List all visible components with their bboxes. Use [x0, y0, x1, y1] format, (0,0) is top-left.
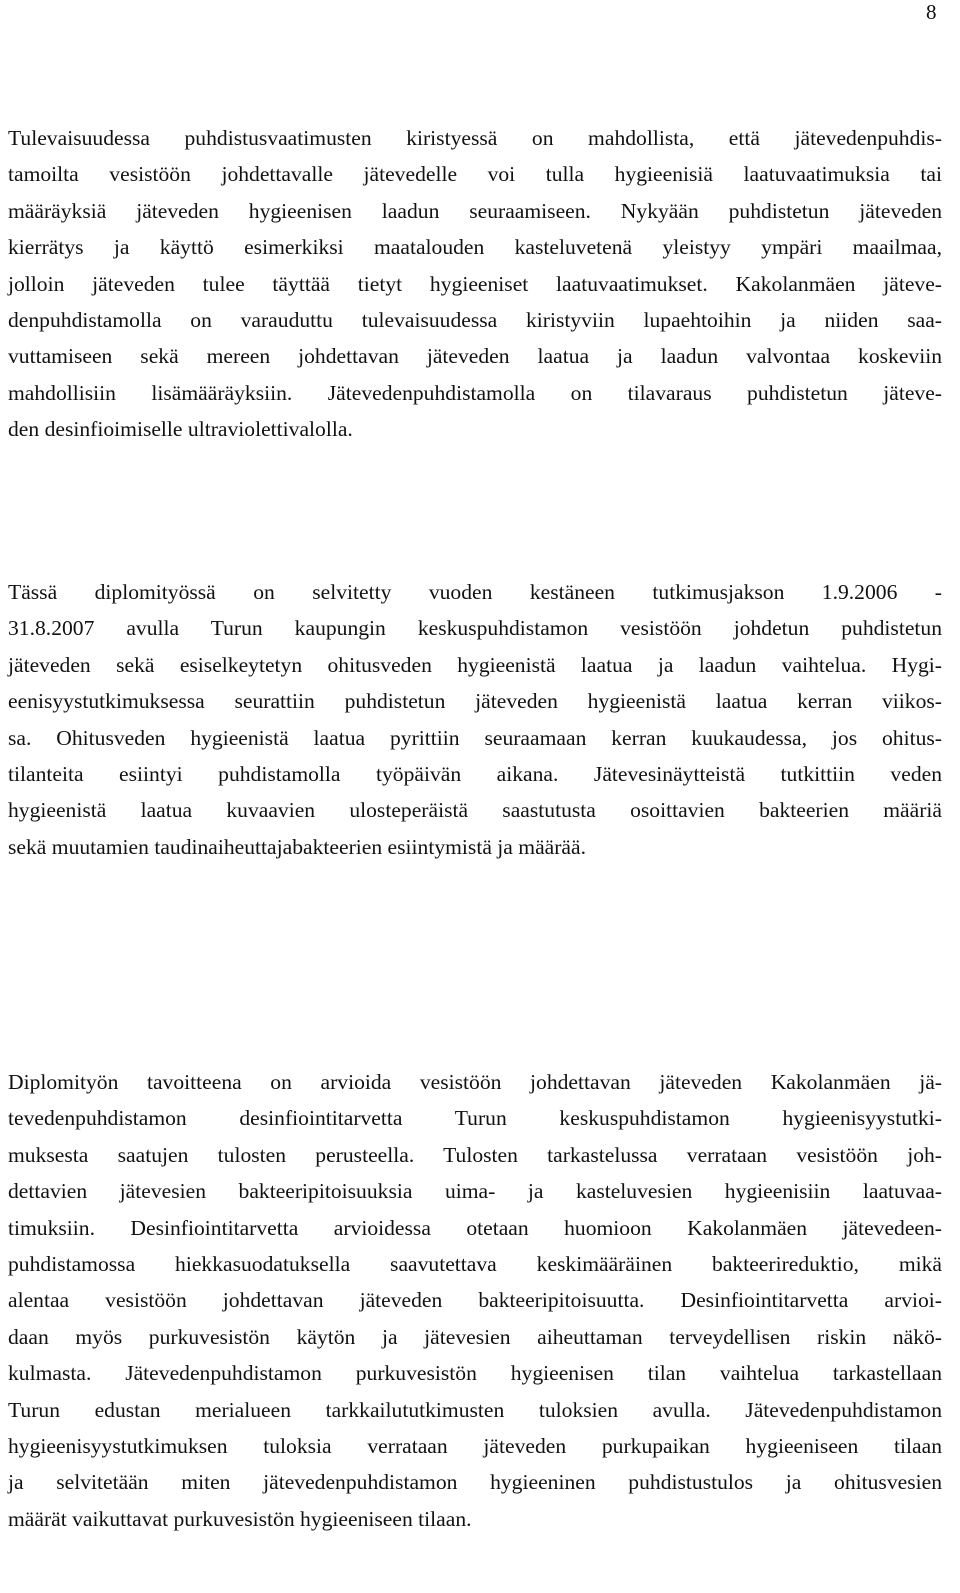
paragraph-2-line: Tässä diplomityössä on selvitetty vuoden kestäneen tutkimusjakson 1.9.2006 - — [8, 580, 942, 604]
paragraph-3-line: daan myös purkuvesistön käytön ja jätevesien aiheuttaman terveydellisen riskin näkö- — [8, 1324, 942, 1349]
paragraph-3-line: timuksiin. Desinfiointitarvetta arvioidessa otetaan huomioon Kakolanmäen jätevedeen- — [8, 1215, 942, 1240]
paragraph-1-line: denpuhdistamolla on varauduttu tulevaisuudessa kiristyviin lupaehtoihin ja niiden saa- — [8, 307, 942, 332]
paragraph-1-line: vuttamiseen sekä mereen johdettavan jäteveden laatua ja laadun valvontaa koskeviin — [8, 344, 942, 369]
paragraph-3-line: määrät vaikuttavat purkuvesistön hygieeniseen tilaan. — [8, 1506, 472, 1531]
paragraph-3-line: alentaa vesistöön johdettavan jäteveden bakteeripitoisuutta. Desinfiointitarvetta arvioi- — [8, 1288, 942, 1313]
paragraph-2-line: sekä muutamien taudinaiheuttajabakteerien esiintymistä ja määrää. — [8, 834, 587, 859]
paragraph-2-line: 31.8.2007 avulla Turun kaupungin keskuspuhdistamon vesistöön johdetun puhdistetun — [8, 616, 942, 641]
paragraph-2-line: eenisyystutkimuksessa seurattiin puhdistetun jäteveden hygieenistä laatua kerran viikos- — [8, 689, 942, 714]
paragraph-3-line: tevedenpuhdistamon desinfiointitarvetta Turun keskuspuhdistamon hygieenisyystutki- — [8, 1106, 942, 1131]
paragraph-2-line: tilanteita esiintyi puhdistamolla työpäivän aikana. Jätevesinäytteistä tutkittiin veden — [8, 761, 942, 786]
paragraph-3-line: Turun edustan merialueen tarkkailututkimusten tuloksien avulla. Jätevedenpuhdistamon — [8, 1397, 942, 1422]
paragraph-3-line: puhdistamossa hiekkasuodatuksella saavutettava keskimääräinen bakteerireduktio, mikä — [8, 1251, 942, 1276]
paragraph-2-line: jäteveden sekä esiselkeytetyn ohitusveden hygieenistä laatua ja laadun vaihtelua. Hygi- — [8, 652, 942, 677]
paragraph-1-line: Tulevaisuudessa puhdistusvaatimusten kiristyessä on mahdollista, että jätevedenpuhdis- — [8, 126, 942, 150]
paragraph-1 — [8, 120, 942, 448]
paragraph-1-line: jolloin jäteveden tulee täyttää tietyt hygieeniset laatuvaatimukset. Kakolanmäen jäteve- — [8, 271, 942, 296]
paragraph-1-line: den desinfioimiselle ultraviolettivalolla. — [8, 417, 353, 442]
paragraph-3-line: kulmasta. Jätevedenpuhdistamon purkuvesistön hygieenisen tilan vaihtelua tarkastellaan — [8, 1361, 942, 1386]
paragraph-2 — [8, 574, 942, 865]
paragraph-2-line: hygieenistä laatua kuvaavien ulosteperäistä saastutusta osoittavien bakteerien määriä — [8, 798, 942, 823]
paragraph-3 — [8, 1064, 942, 1537]
paragraph-3-line: muksesta saatujen tulosten perusteella. Tulosten tarkastelussa verrataan vesistöön joh- — [8, 1142, 942, 1167]
paragraph-1-line: mahdollisiin lisämääräyksiin. Jätevedenpuhdistamolla on tilavaraus puhdistetun jäteve- — [8, 380, 942, 405]
paragraph-1-line: kierrätys ja käyttö esimerkiksi maatalouden kasteluvetenä yleistyy ympäri maailmaa, — [8, 235, 942, 260]
paragraph-2-line: sa. Ohitusveden hygieenistä laatua pyrittiin seuraamaan kerran kuukaudessa, jos ohitus- — [8, 725, 942, 750]
paragraph-3-line: hygieenisyystutkimuksen tuloksia verrataan jäteveden purkupaikan hygieeniseen tilaan — [8, 1433, 942, 1458]
page-number: 8 — [926, 0, 937, 24]
paragraph-3-line: dettavien jätevesien bakteeripitoisuuksia uima- ja kasteluvesien hygieenisiin laatuvaa- — [8, 1179, 942, 1204]
paragraph-1-line: tamoilta vesistöön johdettavalle jätevedelle voi tulla hygieenisiä laatuvaatimuksia tai — [8, 162, 942, 187]
paragraph-3-line: Diplomityön tavoitteena on arvioida vesistöön johdettavan jäteveden Kakolanmäen jä- — [8, 1070, 942, 1094]
paragraph-3-line: ja selvitetään miten jätevedenpuhdistamon hygieeninen puhdistustulos ja ohitusvesien — [8, 1470, 942, 1495]
paragraph-1-line: määräyksiä jäteveden hygieenisen laadun seuraamiseen. Nykyään puhdistetun jäteveden — [8, 198, 942, 223]
